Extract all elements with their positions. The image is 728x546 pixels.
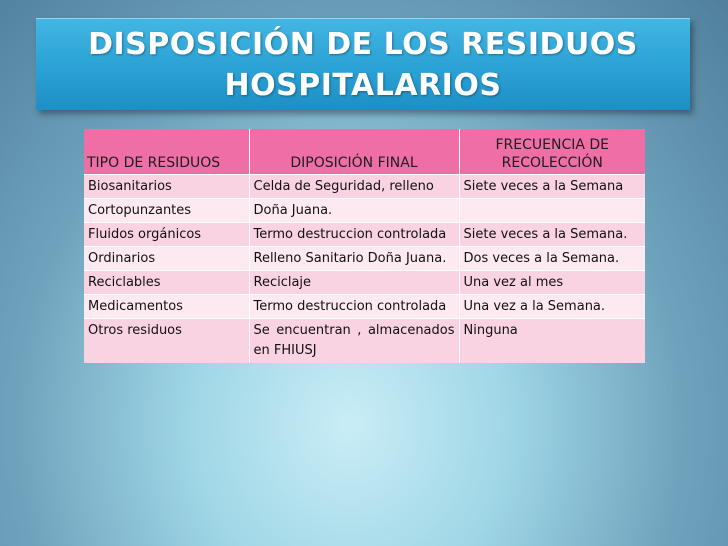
table-row [84,319,645,364]
cell-frecuencia: Una vez al mes [459,271,645,295]
cell-disposicion: Celda de Seguridad, relleno [249,175,459,199]
cell-tipo: Medicamentos [84,295,249,319]
cell-tipo: Otros residuos [84,319,249,364]
slide-title-line-1: DISPOSICIÓN DE LOS RESIDUOS [88,27,638,62]
slide-title-line-2: HOSPITALARIOS [224,68,502,103]
cell-tipo: Biosanitarios [84,175,249,199]
cell-frecuencia: Ninguna [459,319,645,364]
table-header-row [84,129,645,175]
cell-frecuencia [459,199,645,223]
cell-disposicion: Reciclaje [249,271,459,295]
cell-frecuencia: Siete veces a la Semana. [459,223,645,247]
cell-frecuencia: Dos veces a la Semana. [459,247,645,271]
cell-disposicion: Se encuentran , almacenados en FHIUSJ [249,319,459,364]
cell-frecuencia: Una vez a la Semana. [459,295,645,319]
header-disposicion-final: DIPOSICIÓN FINAL [249,129,459,175]
table-row [84,247,645,271]
cell-tipo: Reciclables [84,271,249,295]
table-row [84,175,645,199]
table-row [84,223,645,247]
cell-disposicion: Doña Juana. [249,199,459,223]
cell-disposicion: Relleno Sanitario Doña Juana. [249,247,459,271]
table-row [84,295,645,319]
slide-title-box [36,18,690,110]
cell-disposicion: Termo destruccion controlada [249,223,459,247]
cell-tipo: Cortopunzantes [84,199,249,223]
table-row [84,271,645,295]
cell-tipo: Fluidos orgánicos [84,223,249,247]
cell-tipo: Ordinarios [84,247,249,271]
cell-frecuencia: Siete veces a la Semana [459,175,645,199]
header-tipo-residuos: TIPO DE RESIDUOS [84,129,249,175]
cell-disposicion: Termo destruccion controlada [249,295,459,319]
table-row [84,199,645,223]
waste-disposal-table [84,129,645,363]
header-frecuencia-recoleccion: FRECUENCIA DE RECOLECCIÓN [459,129,645,175]
